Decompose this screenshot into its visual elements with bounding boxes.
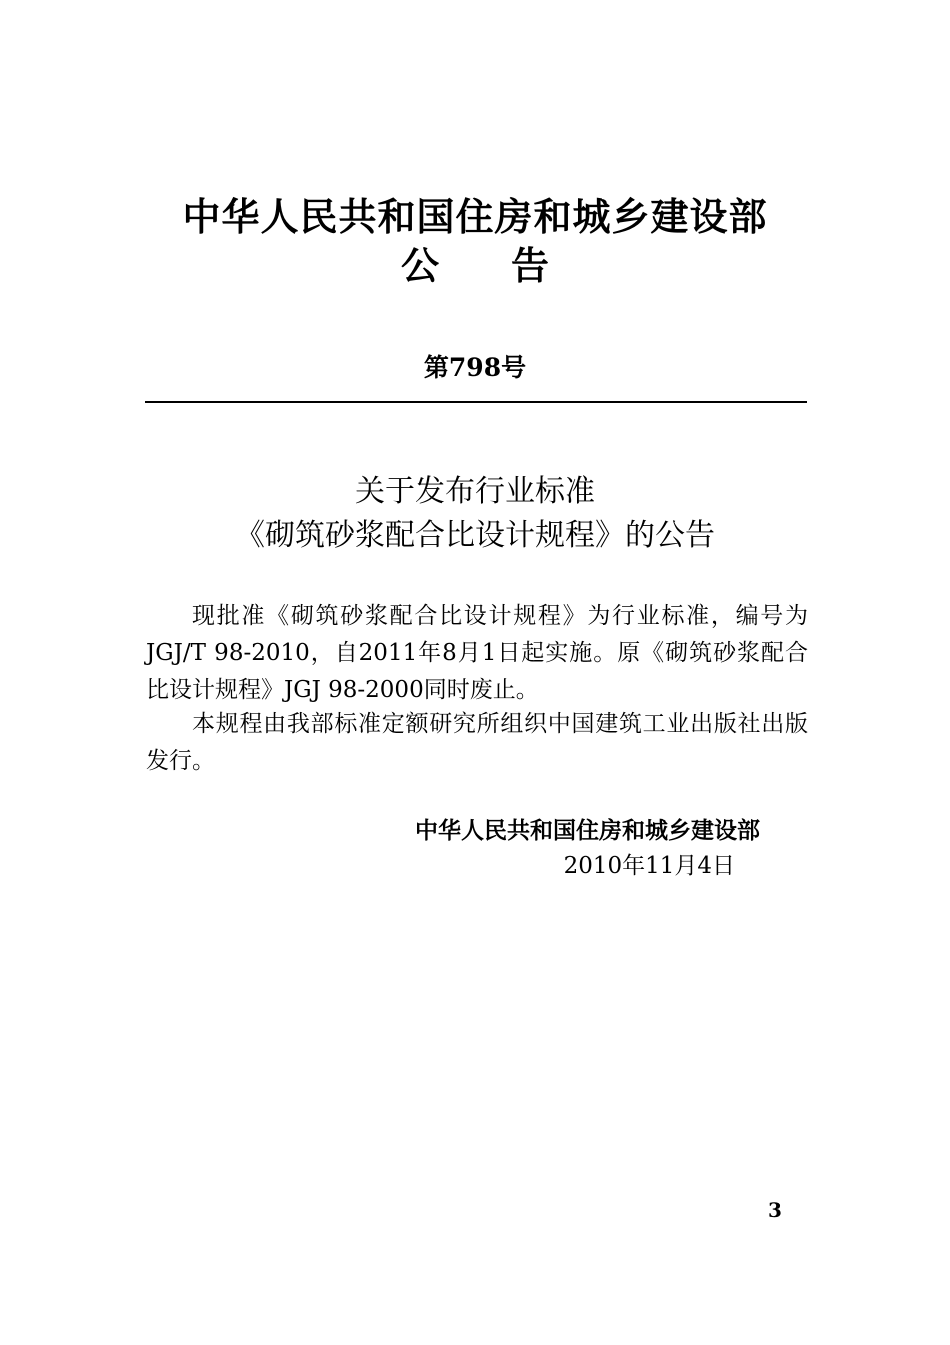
body-paragraph-1: 现批准《砌筑砂浆配合比设计规程》为行业标准，编号为JGJ/T 98-2010，自2011年8月1日起实施。原《砌筑砂浆配合比设计规程》JGJ 98-2000同时废止。	[146, 603, 808, 703]
body-paragraph-2: 本规程由我部标准定额研究所组织中国建筑工业出版社出版发行。	[146, 711, 808, 774]
announcement-title: 公告	[400, 243, 621, 288]
header-divider	[145, 401, 807, 403]
signature-date: 2010年11月4日	[563, 853, 735, 879]
subject-line-2: 《砌筑砂浆配合比设计规程》的公告	[235, 518, 715, 553]
notice-number: 第798号	[423, 353, 527, 382]
subject-line-1: 关于发布行业标准	[355, 474, 595, 509]
page-number: 3	[768, 1198, 782, 1222]
signature-organization: 中华人民共和国住房和城乡建设部	[415, 817, 760, 844]
ministry-title: 中华人民共和国住房和城乡建设部	[182, 194, 768, 239]
